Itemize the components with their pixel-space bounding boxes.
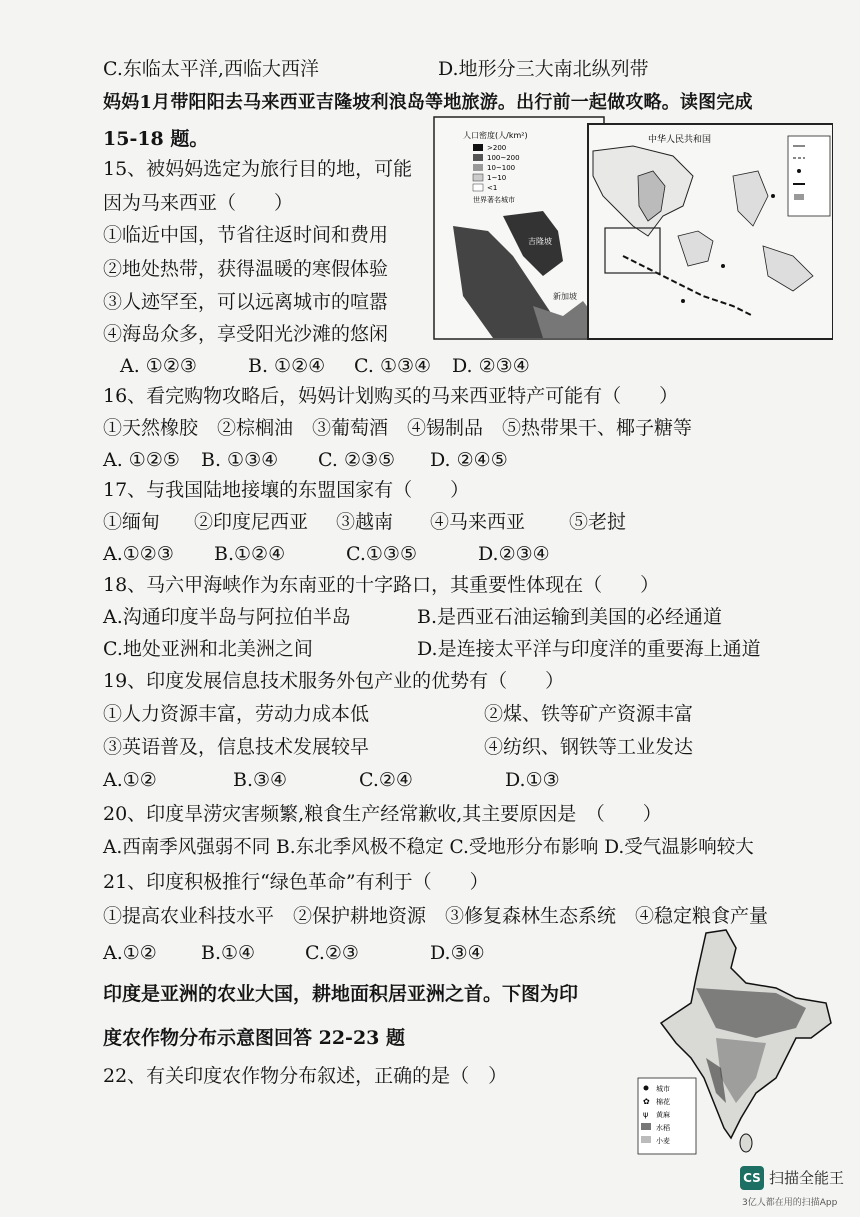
q15-stem: 15、被妈妈选定为旅行目的地，可能 (103, 158, 413, 180)
map1-legend-title: 人口密度(人/km²) (463, 131, 528, 140)
q19-item-3: ③英语普及，信息技术发展较早 (103, 736, 370, 758)
scanner-logo-icon: CS (740, 1166, 764, 1190)
q18-stem: 18、马六甲海峡作为东南亚的十字路口，其重要性体现在（ ） (103, 574, 660, 596)
map1-legend-4: 1~10 (487, 174, 507, 182)
map2-legend-5: 小麦 (656, 1137, 670, 1145)
q15-choice-d: D. ②③④ (452, 355, 530, 377)
q19-item-2: ②煤、铁等矿产资源丰富 (484, 703, 694, 725)
q21-choice-d: D.③④ (430, 942, 485, 964)
q21-choice-c: C.②③ (305, 942, 359, 964)
prev-options-row (103, 56, 649, 82)
prev-option-d: D.地形分三大南北纵列带 (438, 58, 649, 80)
map1-label-sg: 新加坡 (553, 292, 577, 301)
intro-text-1b: 15-18 题。 (103, 128, 209, 150)
map1-country-label: 中华人民共和国 (648, 135, 712, 145)
q20-stem: 20、印度旱涝灾害频繁,粮食生产经常歉收,其主要原因是 （ ） (103, 803, 662, 825)
q16-choice-a: A. ①②⑤ (103, 449, 180, 471)
q19-stem: 19、印度发展信息技术服务外包产业的优势有（ ） (103, 670, 565, 692)
q17-item-1: ①缅甸 (103, 511, 161, 533)
intro-text-2: 印度是亚洲的农业大国，耕地面积居亚洲之首。下图为印 (103, 983, 579, 1005)
prev-option-c: C.东临太平洋,西临大西洋 (103, 58, 319, 80)
map1-legend-2: 100~200 (487, 154, 520, 162)
q20-choices: A.西南季风强弱不同 B.东北季风极不稳定 C.受地形分布影响 D.受气温影响较大 (103, 837, 754, 858)
intro-text-2b: 度农作物分布示意图回答 22-23 题 (103, 1027, 405, 1049)
q19-choice-b: B.③④ (233, 769, 288, 791)
q15-stem-2: 因为马来西亚（ ） (103, 192, 294, 214)
map2-legend-3: 黄麻 (656, 1111, 670, 1119)
map1-legend-1: >200 (487, 144, 507, 152)
q16-items: ①天然橡胶 ②棕榈油 ③葡萄酒 ④锡制品 ⑤热带果干、椰子糖等 (103, 417, 693, 439)
q18-choice-b: B.是西亚石油运输到美国的必经通道 (417, 606, 723, 628)
scanner-app-name: 扫描全能王 (769, 1169, 845, 1187)
india-crop-map (636, 928, 836, 1158)
q17-choice-a: A.①②③ (103, 543, 174, 565)
q17-choice-d: D.②③④ (478, 543, 550, 565)
q19-choice-c: C.②④ (359, 769, 413, 791)
q18-choice-d: D.是连接太平洋与印度洋的重要海上通道 (417, 638, 761, 660)
map1-legend-6: 世界著名城市 (473, 196, 515, 204)
q18-choice-a: A.沟通印度半岛与阿拉伯半岛 (103, 606, 351, 628)
q15-choice-c: C. ①③④ (354, 355, 432, 377)
q19-item-4: ④纺织、钢铁等工业发达 (484, 736, 694, 758)
map1-label-kl: 吉隆坡 (528, 237, 552, 246)
q17-item-3: ③越南 (336, 511, 394, 533)
q18-choice-c: C.地处亚洲和北美洲之间 (103, 638, 313, 660)
map2-legend-4: 水稻 (656, 1124, 670, 1132)
q17-item-4: ④马来西亚 (430, 511, 526, 533)
q17-choice-b: B.①②④ (214, 543, 286, 565)
map2-legend-2: 棉花 (656, 1098, 670, 1106)
q15-choice-b: B. ①②④ (248, 355, 326, 377)
q19-choice-a: A.①② (103, 769, 157, 791)
scanner-tagline: 3亿人都在用的扫描App (742, 1198, 838, 1208)
q22-stem: 22、有关印度农作物分布叙述，正确的是（ ） (103, 1065, 508, 1087)
intro-text-1: 妈妈1月带阳阳去马来西亚吉隆坡利浪岛等地旅游。出行前一起做攻略。读图完成 (103, 92, 753, 113)
q17-item-5: ⑤老挝 (569, 511, 627, 533)
q19-item-1: ①人力资源丰富，劳动力成本低 (103, 703, 370, 725)
q21-choice-a: A.①② (103, 942, 157, 964)
q15-item-1: ①临近中国，节省往返时间和费用 (103, 224, 389, 246)
q17-stem: 17、与我国陆地接壤的东盟国家有（ ） (103, 479, 470, 501)
q16-choice-d: D. ②④⑤ (430, 449, 508, 471)
q15-choice-a: A. ①②③ (120, 355, 197, 377)
q21-items: ①提高农业科技水平 ②保护耕地资源 ③修复森林生态系统 ④稳定粮食产量 (103, 905, 769, 927)
svg-text:ψ: ψ (643, 1110, 649, 1119)
q21-stem: 21、印度积极推行“绿色革命”有利于（ ） (103, 871, 489, 893)
southeast-asia-map (433, 116, 833, 341)
q16-stem: 16、看完购物攻略后，妈妈计划购买的马来西亚特产可能有（ ） (103, 385, 679, 407)
q16-choice-b: B. ①③④ (201, 449, 279, 471)
svg-text:✿: ✿ (643, 1097, 650, 1106)
map1-legend-3: 10~100 (487, 164, 516, 172)
map2-legend-1: 城市 (656, 1085, 670, 1093)
q17-choice-c: C.①③⑤ (346, 543, 417, 565)
q17-item-2: ②印度尼西亚 (194, 511, 309, 533)
q16-choice-c: C. ②③⑤ (318, 449, 396, 471)
q21-choice-b: B.①④ (201, 942, 256, 964)
q19-choice-d: D.①③ (505, 769, 560, 791)
q15-item-4: ④海岛众多，享受阳光沙滩的悠闲 (103, 323, 389, 345)
q15-item-2: ②地处热带，获得温暖的寒假体验 (103, 258, 389, 280)
map1-legend-5: <1 (487, 184, 498, 192)
q15-item-3: ③人迹罕至，可以远离城市的喧嚣 (103, 291, 389, 313)
